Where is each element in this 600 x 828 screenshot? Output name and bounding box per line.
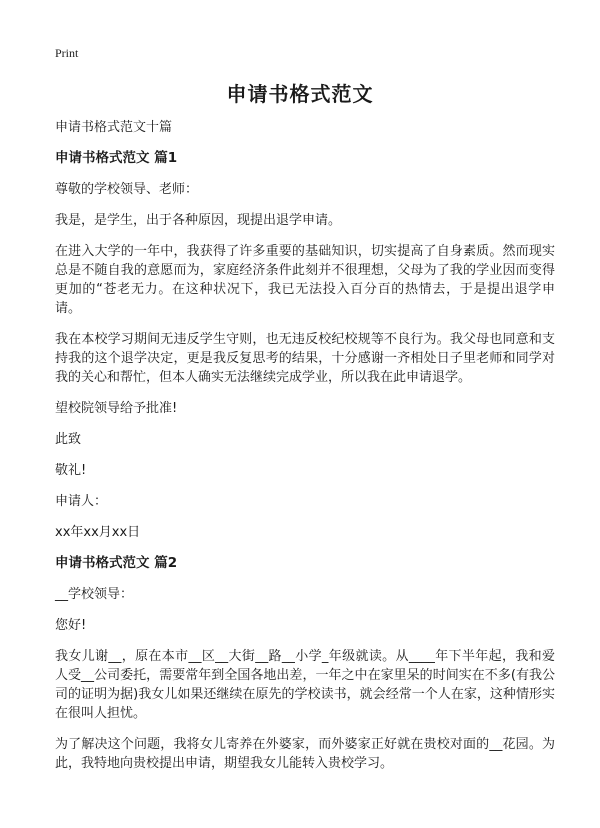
closing-line: 此致	[55, 432, 82, 447]
closing-line: 敬礼!	[55, 463, 87, 478]
section-1	[55, 149, 555, 542]
paragraph: 在进入大学的一年中，我获得了许多重要的基础知识，切实提高了自身素质。然而现实总是不随自我的意愿而为，家庭经济条件此刻并不很理想，父母为了我的学业因而变得更加的“苍老无力。在这种状况下，我已无法投入百分百的热情去，于是提出退学申请。	[55, 244, 555, 316]
paragraph: 我女儿谢__，原在本市__区__大街__路__小学_年级就读。从____年下半年起，我和爱人受__公司委托，需要常年到全国各地出差，一年之中在家里呆的时间实在不多(有我公司的证明为据)我女儿如果还继续在原先的学校读书，就会经常一个人在家，这种情形实在很叫人担忧。	[55, 649, 555, 721]
salutation: __学校领导：	[55, 587, 134, 602]
section-heading: 申请书格式范文 篇2	[55, 555, 178, 571]
document-subtitle: 申请书格式范文十篇	[55, 120, 173, 135]
date-line: xx年xx月xx日	[55, 525, 141, 540]
document-title: 申请书格式范文	[226, 82, 374, 106]
section-2	[55, 554, 555, 773]
print-label[interactable]: Print	[55, 46, 79, 60]
paragraph: 望校院领导给予批准!	[55, 401, 178, 416]
document-body	[55, 118, 555, 785]
paragraph: 我在本校学习期间无违反学生守则，也无违反校纪校规等不良行为。我父母也同意和支持我的这个退学决定，更是我反复思考的结果，十分感谢一齐相处日子里老师和同学对我的关心和帮忙，但本人确实无法继续完成学业，所以我在此申请退学。	[55, 332, 555, 385]
section-heading: 申请书格式范文 篇1	[55, 150, 178, 166]
paragraph: 我是，是学生，出于各种原因，现提出退学申请。	[55, 213, 342, 228]
salutation: 尊敬的学校领导、老师：	[55, 182, 199, 197]
signature-label: 申请人：	[55, 494, 108, 509]
paragraph: 为了解决这个问题，我将女儿寄养在外婆家，而外婆家正好就在贵校对面的__花园。为此，我特地向贵校提出申请，期望我女儿能转入贵校学习。	[55, 737, 555, 771]
greeting: 您好!	[55, 618, 87, 633]
